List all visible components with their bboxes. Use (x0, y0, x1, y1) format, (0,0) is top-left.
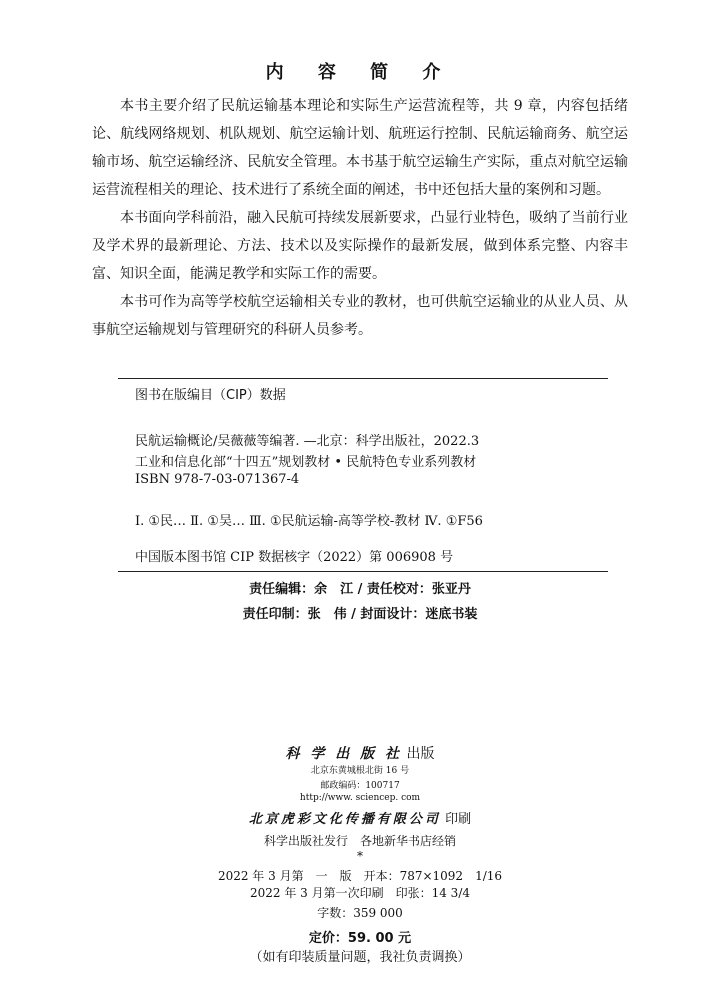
staff-line-1: 责任编辑：余 江 / 责任校对：张亚丹 (249, 582, 471, 597)
printer-line (0, 808, 720, 827)
cip-record-number: 中国版本图书馆 CIP 数据核字（2022）第 006908 号 (135, 550, 454, 565)
cip-line-2: 工业和信息化部“十四五”规划教材 • 民航特色专业系列教材 (135, 455, 477, 470)
publisher-website: http://www. sciencep. com (299, 793, 421, 803)
intro-section (92, 92, 628, 344)
printer-name: 北京虎彩文化传播有限公司 (248, 812, 441, 827)
separator-star: * (357, 849, 363, 863)
publisher-name: 科 学 出 版 社 (285, 746, 403, 762)
cip-line-1: 民航运输概论/吴薇薇等编著. —北京：科学出版社，2022.3 (135, 434, 480, 449)
intro-paragraph-2: 本书面向学科前沿，融入民航可持续发展新要求，凸显行业特色，吸纳了当前行业及学术界的最新理论、方法、技术以及实际操作的最新发展，做到体系完整、内容丰富、知识全面，能满足教学和实际工作的需要。 (92, 210, 628, 282)
cip-bottom-divider (118, 571, 608, 572)
publisher-suffix: 出版 (406, 746, 435, 762)
distribution-line: 科学出版社发行 各地新华书店经销 (263, 834, 456, 848)
publisher-postcode: 邮政编码：100717 (320, 781, 400, 791)
cip-isbn: ISBN 978-7-03-071367-4 (135, 472, 300, 487)
price: 定价：59. 00 元 (308, 931, 412, 946)
quality-notice: （如有印装质量问题，我社负责调换） (249, 950, 471, 965)
intro-paragraph-3: 本书可作为高等学校航空运输相关专业的教材，也可供航空运输业的从业人员、从事航空运输规划与管理研究的科研人员参考。 (92, 294, 628, 338)
edition-line-2: 2022 年 3 月第一次印刷 印张：14 3/4 (249, 886, 470, 900)
publisher-line (0, 743, 720, 763)
page-title: 内 容 简 介 (265, 62, 455, 83)
publisher-address: 北京东黄城根北街 16 号 (310, 766, 410, 776)
printer-suffix: 印刷 (445, 812, 472, 827)
cip-heading: 图书在版编目（CIP）数据 (135, 388, 286, 403)
cip-classification: Ⅰ. ①民… Ⅱ. ①吴… Ⅲ. ①民航运输-高等学校-教材 Ⅳ. ①F56 (135, 514, 483, 529)
cip-top-divider (118, 378, 608, 379)
staff-line-2: 责任印制：张 伟 / 封面设计：迷底书装 (242, 607, 478, 622)
edition-line-1: 2022 年 3 月第 一 版 开本：787×1092 1/16 (217, 869, 503, 883)
word-count: 字数：359 000 (317, 906, 403, 920)
intro-paragraph-1: 本书主要介绍了民航运输基本理论和实际生产运营流程等，共 9 章，内容包括绪论、航线网络规划、机队规划、航空运输计划、航班运行控制、民航运输商务、航空运输市场、航空运输经济、民航安全管理。本书基于航空运输生产实际，重点对航空运输运营流程相关的理论、技术进行了系统全面的阐述，书中还包括大量的案例和习题。 (92, 98, 628, 198)
